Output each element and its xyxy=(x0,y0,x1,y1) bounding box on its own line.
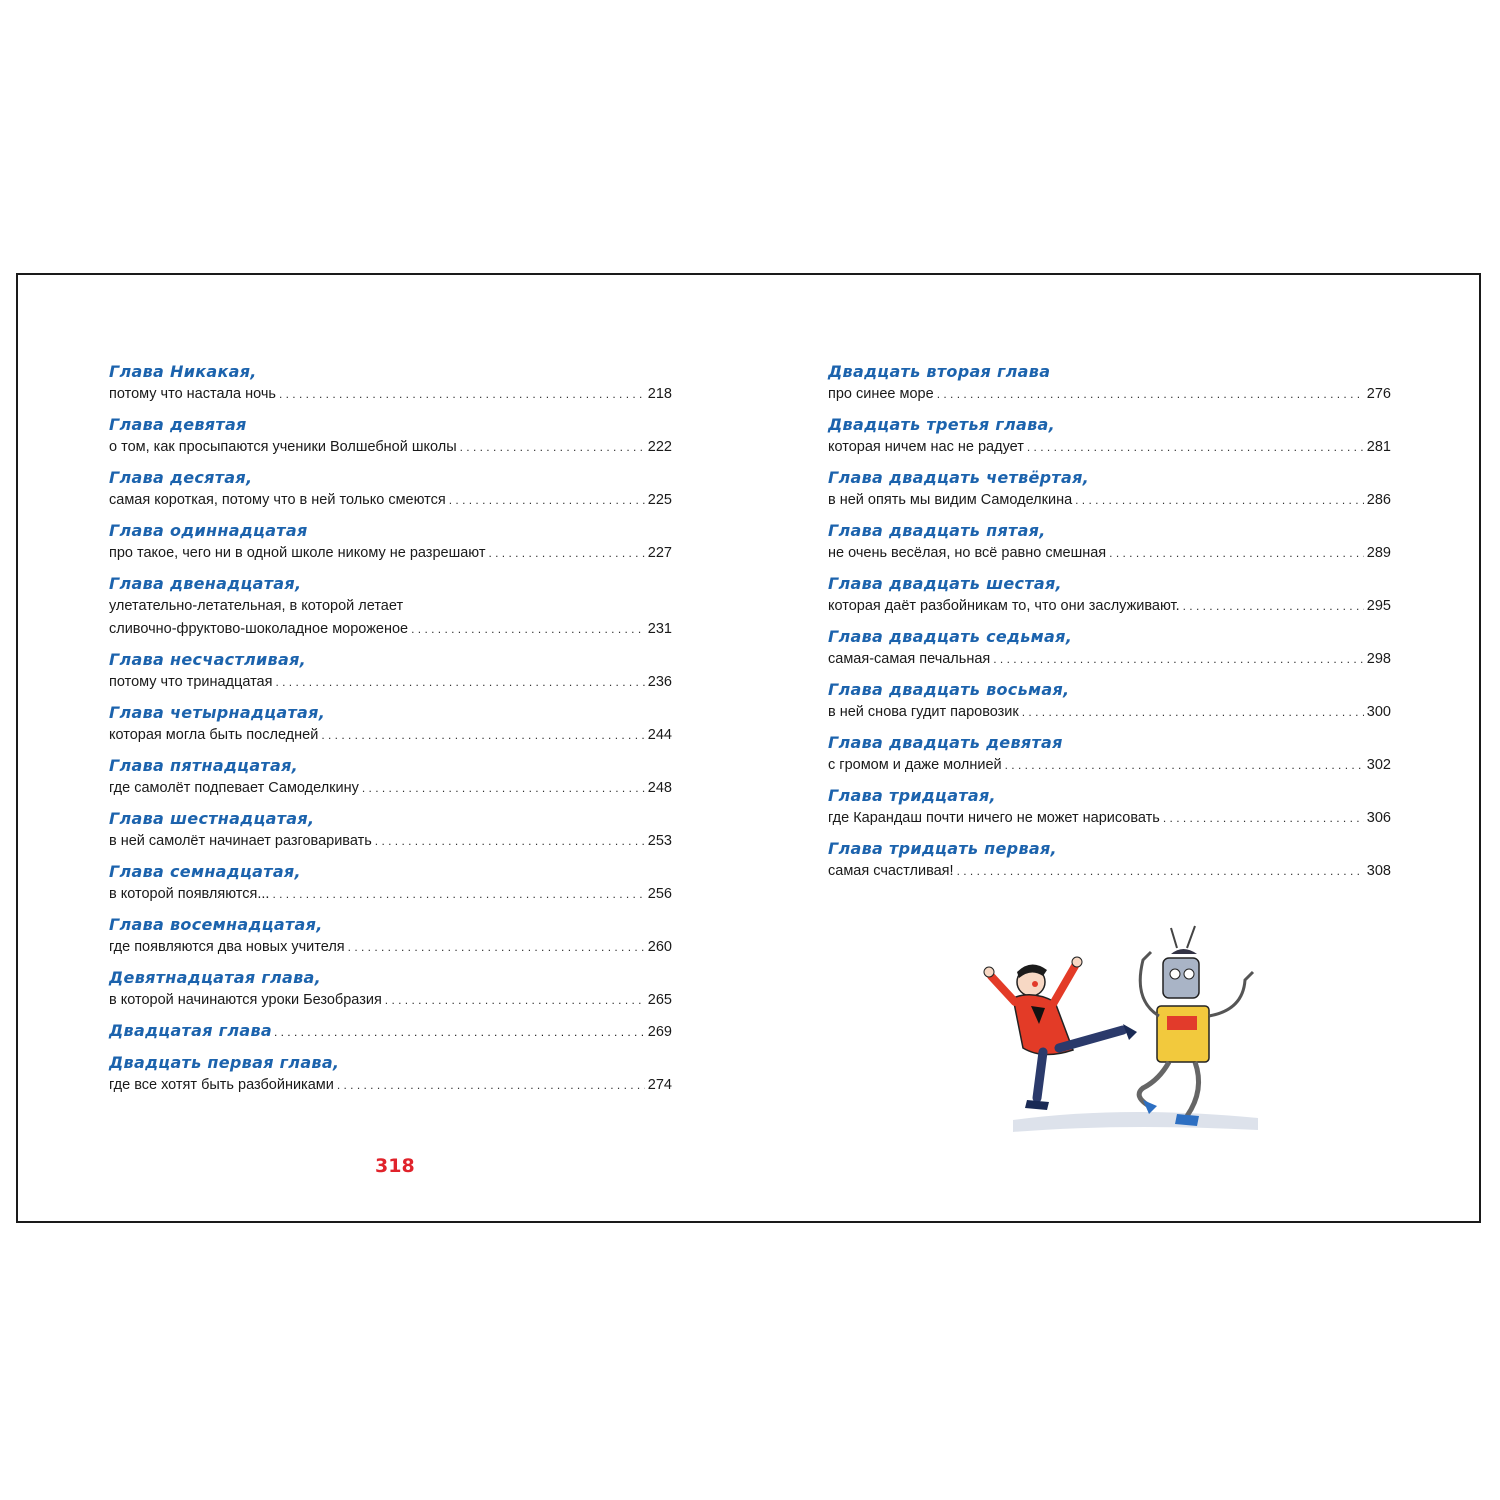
chapter-title: Глава девятая xyxy=(109,415,247,434)
chapter-title: Глава десятая, xyxy=(109,468,253,487)
chapter-subtitle: где все хотят быть разбойниками xyxy=(109,1077,334,1093)
dot-leader xyxy=(1109,542,1364,565)
chapter-subtitle: в ней снова гудит паровозик xyxy=(828,704,1019,720)
illustration-pencil-and-robot xyxy=(973,920,1263,1160)
dot-leader xyxy=(411,618,645,641)
dot-leader xyxy=(385,989,645,1012)
pencil-character xyxy=(984,957,1137,1110)
toc-entry xyxy=(828,467,1391,512)
dot-leader xyxy=(460,436,645,459)
page-ref: 295 xyxy=(1366,598,1391,614)
page-ref: 289 xyxy=(1366,545,1391,561)
dot-leader xyxy=(321,724,644,747)
toc-line xyxy=(109,830,672,853)
toc-line xyxy=(109,489,672,512)
page-ref: 218 xyxy=(647,386,672,402)
chapter-title: Глава тридцатая, xyxy=(828,786,996,805)
chapter-subtitle: в ней опять мы видим Самоделкина xyxy=(828,492,1073,508)
dot-leader xyxy=(957,860,1364,883)
dot-leader xyxy=(337,1074,645,1097)
page-ref: 236 xyxy=(647,674,672,690)
toc-entry xyxy=(109,755,672,800)
chapter-subtitle: где появляются два новых учителя xyxy=(109,939,345,955)
page-ref: 222 xyxy=(647,439,672,455)
toc-entry xyxy=(828,732,1391,777)
chapter-subtitle: в ней самолёт начинает разговаривать xyxy=(109,833,372,849)
toc-line xyxy=(828,489,1391,512)
chapter-title: Глава двадцать шестая, xyxy=(828,574,1062,593)
chapter-title: Глава тридцать первая, xyxy=(828,839,1057,858)
chapter-subtitle: где самолёт подпевает Самоделкину xyxy=(109,780,359,796)
robot-character xyxy=(1139,926,1253,1126)
chapter-title: Двадцать третья глава, xyxy=(828,415,1055,434)
chapter-title: Глава пятнадцатая, xyxy=(109,756,299,775)
chapter-subtitle: которая ничем нас не радует xyxy=(828,439,1024,455)
toc-title-line xyxy=(109,1020,672,1044)
chapter-subtitle: о том, как просыпаются ученики Волшебной школы xyxy=(109,439,457,455)
toc-line xyxy=(109,1074,672,1097)
toc-entry xyxy=(828,785,1391,830)
chapter-title: Двадцатая глава xyxy=(109,1021,272,1040)
toc-line xyxy=(109,777,672,800)
toc-entry xyxy=(828,414,1391,459)
chapter-title: Глава несчастливая, xyxy=(109,650,307,669)
chapter-title: Девятнадцатая глава, xyxy=(109,968,321,987)
chapter-subtitle: в которой появляются... xyxy=(109,886,270,902)
toc-entry xyxy=(109,861,672,906)
chapter-title: Глава Никакая, xyxy=(109,362,257,381)
chapter-title: Глава шестнадцатая, xyxy=(109,809,315,828)
dot-leader xyxy=(1005,754,1364,777)
page-ref: 248 xyxy=(647,780,672,796)
page-ref: 244 xyxy=(647,727,672,743)
book-spread xyxy=(16,273,1481,1223)
toc-line xyxy=(109,936,672,959)
toc-line xyxy=(109,883,672,906)
toc-entry xyxy=(109,649,672,694)
toc-line xyxy=(828,807,1391,830)
chapter-subtitle: потому что тринадцатая xyxy=(109,674,273,690)
toc-line xyxy=(109,989,672,1012)
toc-line xyxy=(109,436,672,459)
dot-leader xyxy=(993,648,1364,671)
page-ref: 281 xyxy=(1366,439,1391,455)
toc-line xyxy=(828,436,1391,459)
toc-entry xyxy=(828,361,1391,406)
toc-left-column xyxy=(109,361,672,1105)
toc-line xyxy=(109,383,672,406)
page-ref: 225 xyxy=(647,492,672,508)
page-ref: 276 xyxy=(1366,386,1391,402)
dot-leader xyxy=(1075,489,1364,512)
chapter-title: Глава двадцать четвёртая, xyxy=(828,468,1090,487)
chapter-subtitle: где Карандаш почти ничего не может нарисовать xyxy=(828,810,1160,826)
dot-leader xyxy=(274,1020,646,1044)
toc-line xyxy=(828,383,1391,406)
chapter-title: Глава двадцать седьмая, xyxy=(828,627,1073,646)
toc-entry xyxy=(109,1052,672,1097)
dot-leader xyxy=(1183,595,1364,618)
page-ref: 260 xyxy=(647,939,672,955)
page-ref: 286 xyxy=(1366,492,1391,508)
dot-leader xyxy=(275,671,644,694)
toc-line xyxy=(828,701,1391,724)
page-ref: 231 xyxy=(647,621,672,637)
toc-entry xyxy=(109,467,672,512)
dot-leader xyxy=(279,383,645,406)
chapter-title: Глава восемнадцатая, xyxy=(109,915,323,934)
toc-line xyxy=(828,754,1391,777)
page-ref: 269 xyxy=(647,1024,672,1040)
chapter-subtitle: с громом и даже молнией xyxy=(828,757,1002,773)
chapter-subtitle: в которой начинаются уроки Безобразия xyxy=(109,992,382,1008)
chapter-subtitle: которая даёт разбойникам то, что они заслуживают. xyxy=(828,598,1180,614)
page-number: 318 xyxy=(375,1155,415,1177)
dot-leader xyxy=(937,383,1364,406)
page-ref: 306 xyxy=(1366,810,1391,826)
chapter-title: Двадцать первая глава, xyxy=(109,1053,340,1072)
toc-entry xyxy=(109,1020,672,1044)
toc-entry xyxy=(828,626,1391,671)
toc-line xyxy=(109,542,672,565)
chapter-subtitle: самая короткая, потому что в ней только смеются xyxy=(109,492,446,508)
toc-entry xyxy=(109,914,672,959)
toc-right-column xyxy=(828,361,1391,891)
toc-line xyxy=(109,618,672,641)
chapter-subtitle-line: улетательно-летательная, в которой летает xyxy=(109,598,404,614)
page-ref: 274 xyxy=(647,1077,672,1093)
page-ref: 298 xyxy=(1366,651,1391,667)
page-ref: 256 xyxy=(647,886,672,902)
toc-entry xyxy=(109,414,672,459)
chapter-title: Глава четырнадцатая, xyxy=(109,703,326,722)
chapter-title: Глава одиннадцатая xyxy=(109,521,308,540)
page-ref: 302 xyxy=(1366,757,1391,773)
floor-shadow xyxy=(1013,1112,1258,1132)
dot-leader xyxy=(488,542,644,565)
chapter-title: Глава семнадцатая, xyxy=(109,862,301,881)
toc-entry xyxy=(109,967,672,1012)
toc-line xyxy=(109,671,672,694)
dot-leader xyxy=(362,777,645,800)
chapter-subtitle: не очень весёлая, но всё равно смешная xyxy=(828,545,1107,561)
page-ref: 253 xyxy=(647,833,672,849)
toc-entry xyxy=(828,520,1391,565)
dot-leader xyxy=(375,830,645,853)
toc-entry xyxy=(828,679,1391,724)
dot-leader xyxy=(272,883,644,906)
toc-entry xyxy=(109,702,672,747)
chapter-subtitle: про такое, чего ни в одной школе никому не разрешают xyxy=(109,545,486,561)
toc-line xyxy=(828,595,1391,618)
chapter-title: Глава двенадцатая, xyxy=(109,574,302,593)
toc-entry xyxy=(109,573,672,641)
toc-line xyxy=(828,542,1391,565)
chapter-subtitle: про синее море xyxy=(828,386,934,402)
chapter-subtitle: самая счастливая! xyxy=(828,863,954,879)
toc-entry xyxy=(828,573,1391,618)
toc-entry xyxy=(828,838,1391,883)
dot-leader xyxy=(449,489,645,512)
chapter-title: Глава двадцать восьмая, xyxy=(828,680,1070,699)
chapter-title: Глава двадцать пятая, xyxy=(828,521,1046,540)
chapter-title: Двадцать вторая глава xyxy=(828,362,1051,381)
page-ref: 308 xyxy=(1366,863,1391,879)
toc-line xyxy=(828,648,1391,671)
chapter-title: Глава двадцать девятая xyxy=(828,733,1063,752)
page-ref: 265 xyxy=(647,992,672,1008)
page-ref: 300 xyxy=(1366,704,1391,720)
toc-entry xyxy=(109,520,672,565)
dot-leader xyxy=(348,936,645,959)
page-ref: 227 xyxy=(647,545,672,561)
dot-leader xyxy=(1022,701,1364,724)
toc-line xyxy=(109,724,672,747)
chapter-subtitle: самая-самая печальная xyxy=(828,651,991,667)
chapter-subtitle: которая могла быть последней xyxy=(109,727,319,743)
chapter-subtitle: сливочно-фруктово-шоколадное мороженое xyxy=(109,621,409,637)
chapter-subtitle: потому что настала ночь xyxy=(109,386,276,402)
toc-line xyxy=(828,860,1391,883)
dot-leader xyxy=(1163,807,1364,830)
dot-leader xyxy=(1027,436,1364,459)
toc-entry xyxy=(109,361,672,406)
toc-entry xyxy=(109,808,672,853)
